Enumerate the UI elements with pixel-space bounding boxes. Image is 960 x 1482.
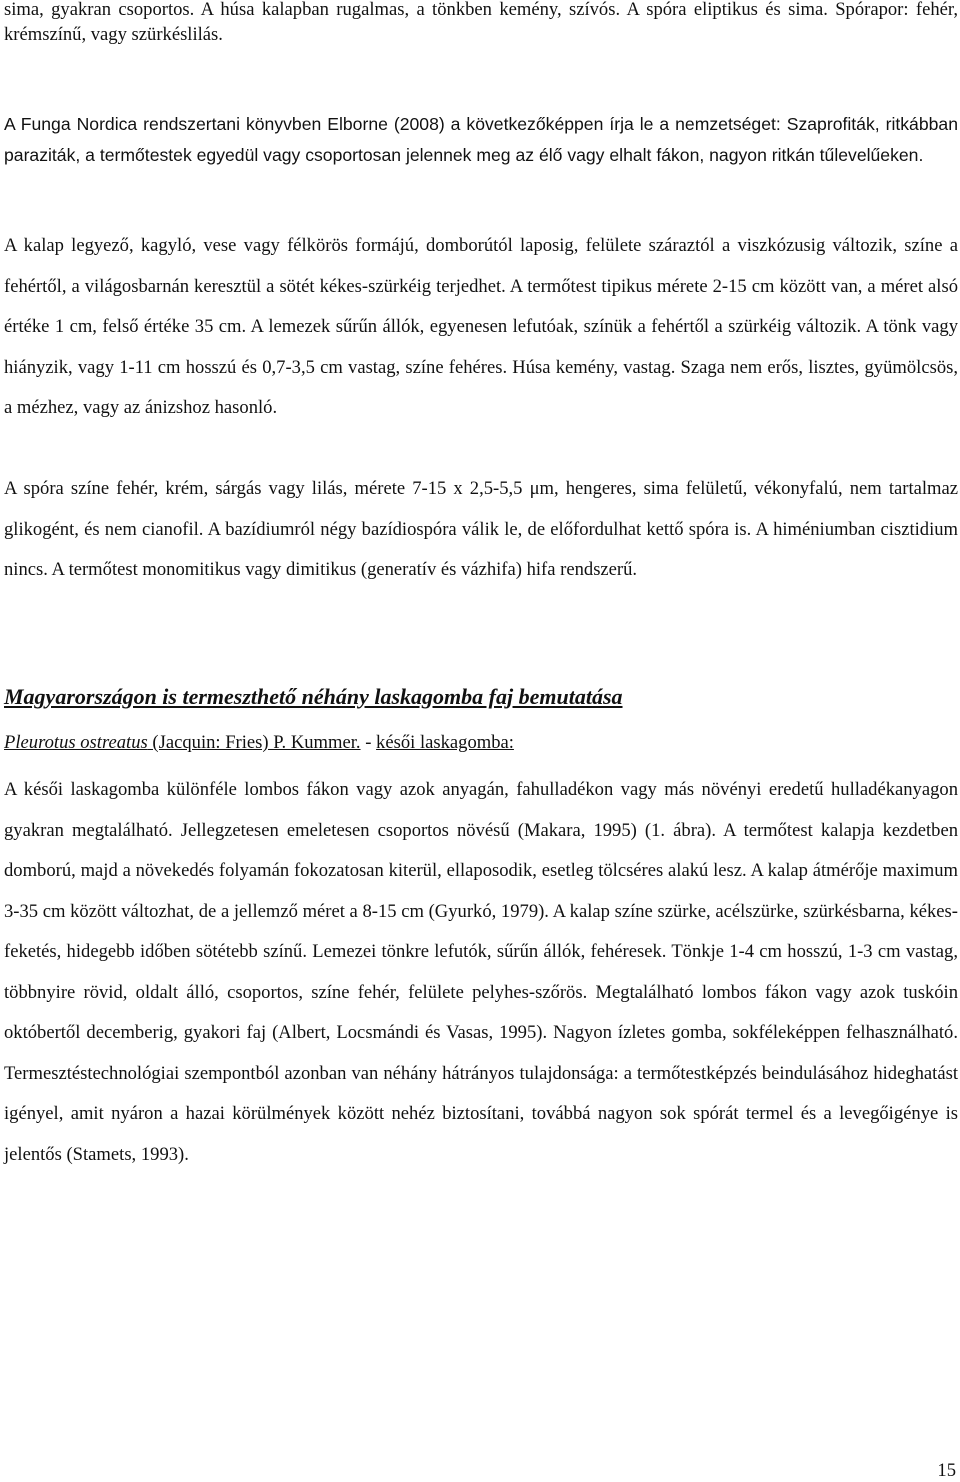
page-number: 15: [937, 1460, 956, 1481]
species-common-name: késői laskagomba:: [376, 732, 514, 753]
paragraph-species-description: A késői laskagomba különféle lombos fákon vagy azok anyagán, fahulladékon vagy más növényi eredetű hulladékanyagon gyakran megtalálható. Jellegzetesen emeletesen csoportos növésű (Makara, 1995) (1. ábra). A termőtest kalapja kezdetben domború, majd a növekedés folyamán fokozatosan kiterül, ellaposodik, esetleg tölcséres alakú lesz. A kalap átmérője maximum 3-35 cm között változhat, de a jellemző méret a 8-15 cm (Gyurkó, 1979). A kalap színe szürke, acélszürke, szürkésbarna, kékes-feketés, hidegebb időben sötétebb színű. Lemezei tönkre lefutók, sűrűn állók, fehéresek. Tönkje 1-4 cm hosszú, 1-3 cm vastag, többnyire rövid, oldalt álló, csoportos, színe fehér, felülete pelyhes-szőrös. Megtalálható lombos fákon vagy azok tuskóin októbertől decemberig, gyakori faj (Albert, Locsmándi és Vasas, 1995). Nagyon ízletes gomba, sokféleképpen felhasználható. Termesztéstechnológiai szempontból azonban van néhány hátrányos tulajdonsága: a termőtestképzés beindulásához hideghatást igényel, amit nyáron a hazai körülmények között nehéz biztosítani, továbbá nagyon sok spórát termel és a levegőigénye is jelentős (Stamets, 1993).: [4, 779, 958, 1165]
paragraph-spore-details: A spóra színe fehér, krém, sárgás vagy lilás, mérete 7-15 x 2,5-5,5 μm, hengeres, sima felületű, vékonyfalú, nem tartalmaz glikogént, és nem cianofil. A bazídiumról négy bazídiospóra válik le, de előfordulhat kettő spóra is. A himéniumban cisztidium nincs. A termőtest monomitikus vagy dimitikus (generatív és vázhifa) hifa rendszerű.: [4, 478, 958, 580]
section-heading: Magyarországon is termeszthető néhány laskagomba faj bemutatása: [4, 684, 623, 709]
species-separator: -: [360, 732, 377, 753]
paragraph-cap-description: A kalap legyező, kagyló, vese vagy félkörös formájú, domborútól laposig, felülete száraztól a viszkózusig változik, színe a fehértől, a világosbarnán keresztül a sötét kékes-szürkéig terjedhet. A termőtest tipikus mérete 2-15 cm között van, a méret alsó értéke 1 cm, felső értéke 35 cm. A lemezek sűrűn állók, egyenesen lefutóak, színük a fehértől a szürkéig változik. A tönk vagy hiányzik, vagy 1-11 cm hosszú és 0,7-3,5 cm vastag, színe fehéres. Húsa kemény, vastag. Szaga nem erős, lisztes, gyümölcsös, a mézhez, vagy az ánizshoz hasonló.: [4, 235, 958, 418]
paragraph-funga-nordica: A Funga Nordica rendszertani könyvben Elborne (2008) a következőképpen írja le a nemzetséget: Szaprofiták, ritkábban paraziták, a termőtestek egyedül vagy csoportosan jelennek meg az élő vagy elhalt fákon, nagyon ritkán tűlevelűeken.: [4, 114, 958, 165]
species-authority: (Jacquin: Fries) P. Kummer.: [147, 732, 361, 753]
species-latin-name: Pleurotus ostreatus: [4, 732, 148, 753]
species-title: [4, 727, 514, 759]
paragraph-spore-description: sima, gyakran csoportos. A húsa kalapban rugalmas, a tönkben kemény, szívós. A spóra eliptikus és sima. Spórapor: fehér, krémszínű, vagy szürkéslilás.: [4, 0, 958, 45]
